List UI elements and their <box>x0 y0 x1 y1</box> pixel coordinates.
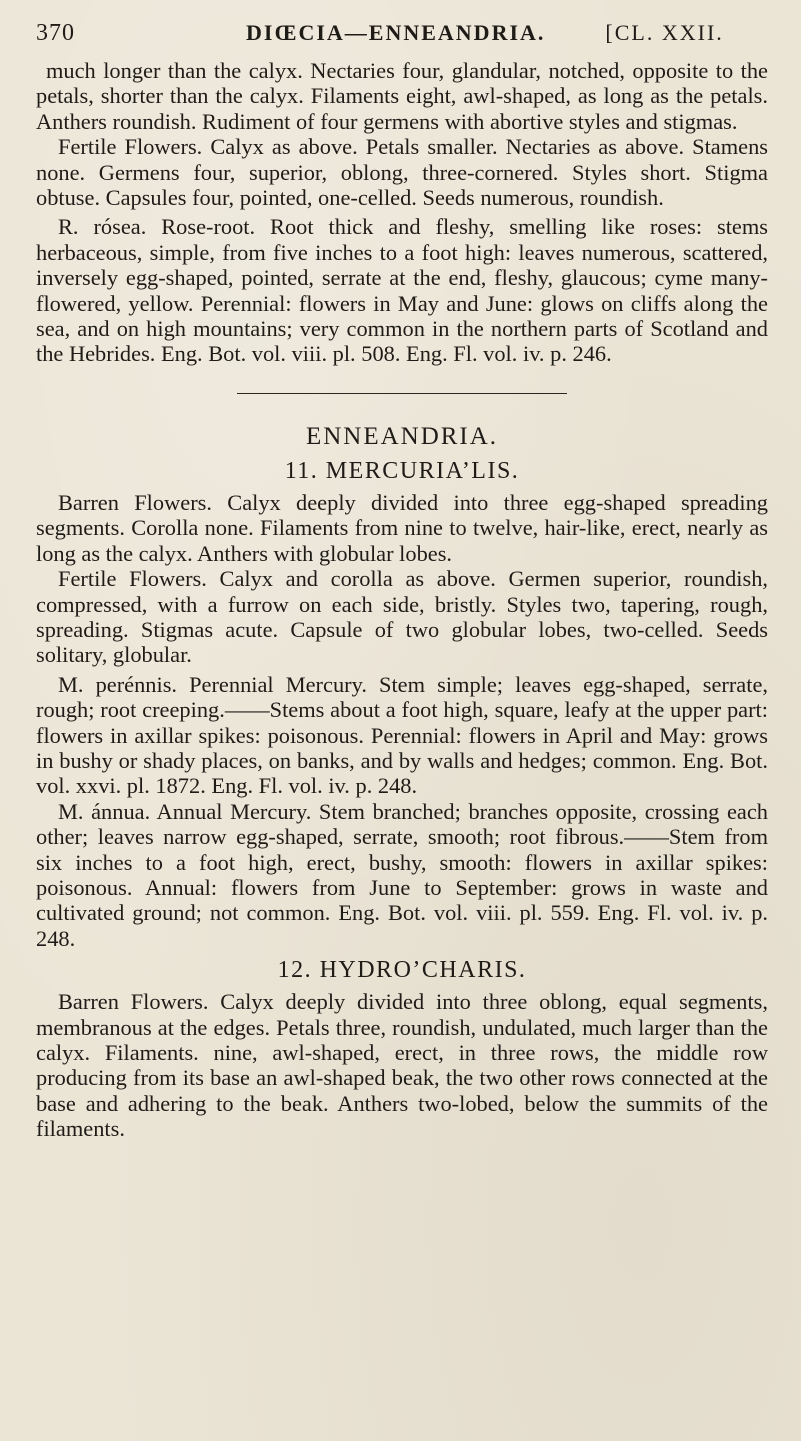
paragraph-barren-continued: much longer than the calyx. Nectaries four, glandular, notched, opposite to the petals, shorter than the calyx. Filaments eight, awl-shaped, as long as the petals. Anthers roundish. Rudiment of four germens with abortive styles and stigmas. <box>36 58 768 134</box>
section-divider <box>237 393 567 394</box>
paragraph-fertile-flowers: Fertile Flowers. Calyx as above. Petals smaller. Nectaries as above. Stamens none. Germens four, superior, oblong, three-cornered. Styles short. Stigma obtuse. Capsules four, pointed, one-celled. Seeds numerous, roundish. <box>36 134 768 211</box>
paragraph-mercurialis-perennis: M. perénnis. Perennial Mercury. Stem simple; leaves egg-shaped, serrate, rough; root creeping.——Stems about a foot high, square, leafy at the upper part: flowers in axillar spikes: poisonous. Perennial: flowers in April and May: grows in bushy or shady places, on banks, and by walls and hedges; common. Eng. Bot. vol. xxvi. pl. 1872. Eng. Fl. vol. iv. p. 248. <box>36 671 768 799</box>
section-title: ENNEANDRIA. <box>305 422 499 450</box>
genus-heading-hydrocharis: 12. HYDRO’CHARIS. <box>277 957 527 984</box>
running-head <box>36 20 768 58</box>
genus-heading-mercurialis: 11. MERCURIA’LIS. <box>284 457 520 484</box>
paragraph-mercurialis-fertile: Fertile Flowers. Calyx and corolla as above. Germen superior, roundish, compressed, with a furrow on each side, bristly. Styles two, tapering, rough, spreading. Stigmas acute. Capsule of two globular lobes, two-celled. Seeds solitary, globular. <box>36 566 768 668</box>
running-title: DIŒCIA—ENNEANDRIA. <box>246 20 546 45</box>
paragraph-mercurialis-annua: M. ánnua. Annual Mercury. Stem branched; branches opposite, crossing each other; leaves narrow egg-shaped, serrate, smooth; root fibrous.——Stem from six inches to a foot high, erect, bushy, smooth: flowers in axillar spikes: poisonous. Annual: flowers from June to September: grows in waste and cultivated ground; not common. Eng. Bot. vol. viii. pl. 559. Eng. Fl. vol. iv. p. 248. <box>36 798 768 951</box>
body-text <box>36 58 768 1142</box>
paragraph-mercurialis-barren: Barren Flowers. Calyx deeply divided into three egg-shaped spreading segments. Corolla none. Filaments from nine to twelve, hair-like, erect, nearly as long as the calyx. Anthers with globular lobes. <box>36 489 768 566</box>
class-label: [CL. XXII. <box>605 20 724 45</box>
paragraph-hydrocharis-barren: Barren Flowers. Calyx deeply divided into three oblong, equal segments, membranous at the edges. Petals three, roundish, undulated, much larger than the calyx. Filaments. nine, awl-shaped, erect, in three rows, the middle row producing from its base an awl-shaped beak, the two other rows connected at the base and adhering to the beak. Anthers two-lobed, below the summits of the filaments. <box>36 989 768 1142</box>
page-number: 370 <box>36 20 75 46</box>
paragraph-rhodiola-rosea: R. rósea. Rose-root. Root thick and fleshy, smelling like roses: stems herbaceous, simple, from five inches to a foot high: leaves numerous, scattered, inversely egg-shaped, pointed, serrate at the end, fleshy, glaucous; cyme many-flowered, yellow. Perennial: flowers in May and June: glows on cliffs along the sea, and on high mountains; very common in the northern parts of Scotland and the Hebrides. Eng. Bot. vol. viii. pl. 508. Eng. Fl. vol. iv. p. 246. <box>36 214 768 367</box>
